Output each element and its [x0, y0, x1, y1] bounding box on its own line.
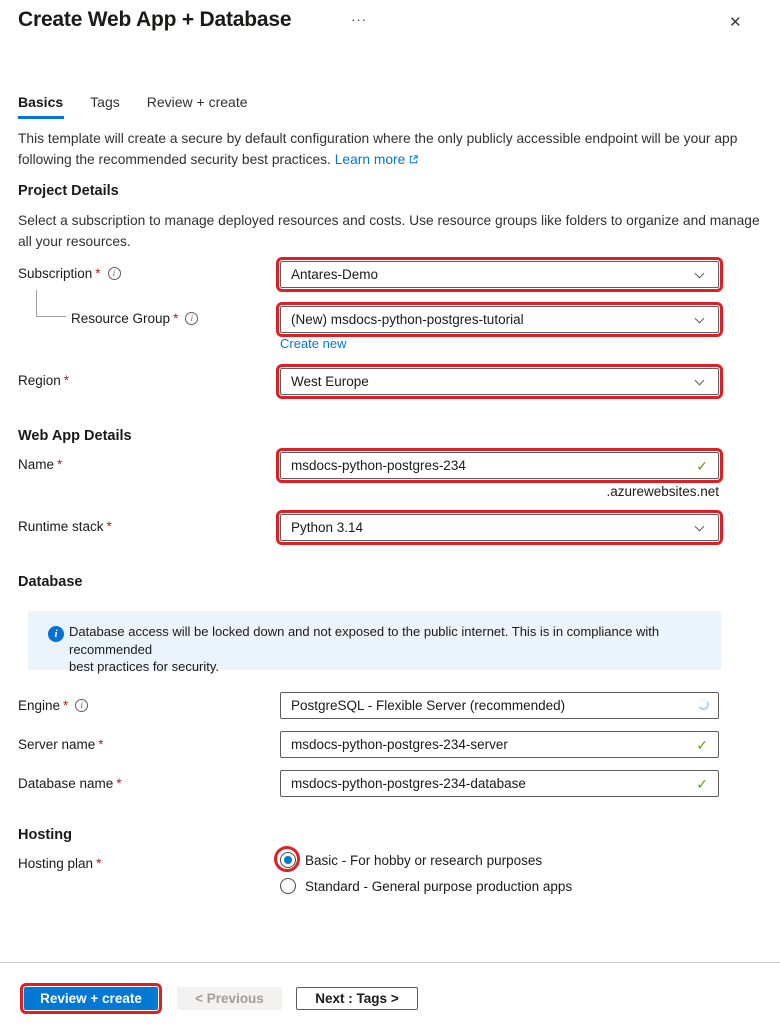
- resource-group-label: Resource Group * i: [71, 311, 198, 326]
- banner-text: [69, 623, 709, 676]
- info-banner-icon: i: [48, 626, 64, 642]
- subscription-value: Antares-Demo: [291, 267, 379, 282]
- indent-connector-line: [36, 290, 66, 317]
- runtime-stack-label: Runtime stack *: [18, 519, 112, 534]
- required-asterisk: *: [116, 776, 122, 791]
- engine-dropdown[interactable]: [280, 692, 719, 719]
- chevron-down-icon: [695, 522, 705, 532]
- next-tags-button[interactable]: Next : Tags >: [296, 987, 418, 1010]
- radio-basic-label: Basic - For hobby or research purposes: [305, 853, 543, 868]
- close-icon[interactable]: ✕: [729, 14, 742, 31]
- radio-selected-dot: [284, 856, 292, 864]
- required-asterisk: *: [95, 266, 101, 281]
- database-name-value: msdocs-python-postgres-234-database: [291, 776, 526, 791]
- resource-group-value: (New) msdocs-python-postgres-tutorial: [291, 312, 524, 327]
- project-desc-line1: Select a subscription to manage deployed resources and costs. Use resource groups like folders to organize and manage: [18, 213, 760, 228]
- subscription-label: Subscription * i: [18, 266, 121, 281]
- hosting-plan-label: Hosting plan *: [18, 856, 102, 871]
- database-info-banner: [28, 611, 721, 674]
- info-icon[interactable]: i: [108, 267, 121, 280]
- name-value: msdocs-python-postgres-234: [291, 458, 466, 473]
- required-asterisk: *: [173, 311, 179, 326]
- radio-standard-label: Standard - General purpose production apps: [305, 879, 573, 894]
- page-title: Create Web App + Database: [18, 8, 292, 31]
- required-asterisk: *: [57, 457, 63, 472]
- valid-check-icon: ✓: [696, 737, 708, 753]
- server-name-input[interactable]: [280, 731, 719, 758]
- wizard-tabs: [18, 94, 248, 110]
- engine-label: Engine * i: [18, 698, 88, 713]
- project-details-description: [18, 210, 770, 252]
- tab-review-create[interactable]: Review + create: [146, 94, 248, 110]
- project-desc-line2: all your resources.: [18, 234, 131, 249]
- chevron-down-icon: [695, 376, 705, 386]
- database-name-input[interactable]: [280, 770, 719, 797]
- required-asterisk: *: [98, 737, 104, 752]
- resource-group-dropdown[interactable]: [280, 306, 719, 333]
- more-options-icon[interactable]: ···: [351, 12, 367, 27]
- region-value: West Europe: [291, 374, 369, 389]
- external-link-icon: [408, 150, 419, 171]
- previous-button[interactable]: < Previous: [177, 987, 282, 1010]
- domain-suffix: .azurewebsites.net: [606, 484, 719, 499]
- create-new-link[interactable]: Create new: [280, 336, 347, 351]
- valid-check-icon: ✓: [696, 458, 708, 474]
- active-tab-underline: [18, 116, 64, 119]
- intro-line1: This template will create a secure by default configuration where the only publicly accessible endpoint will be your app: [18, 131, 738, 146]
- required-asterisk: *: [96, 856, 102, 871]
- database-heading: Database: [18, 574, 83, 590]
- review-create-button[interactable]: Review + create: [24, 987, 158, 1010]
- runtime-stack-value: Python 3.14: [291, 520, 364, 535]
- tab-basics[interactable]: Basics: [18, 94, 64, 110]
- server-name-label: Server name *: [18, 737, 104, 752]
- region-label: Region *: [18, 373, 70, 388]
- learn-more-link[interactable]: Learn more: [334, 152, 406, 167]
- name-label: Name *: [18, 457, 63, 472]
- server-name-value: msdocs-python-postgres-234-server: [291, 737, 508, 752]
- name-input[interactable]: [280, 452, 719, 479]
- info-icon[interactable]: i: [185, 312, 198, 325]
- engine-value: PostgreSQL - Flexible Server (recommended): [291, 698, 566, 713]
- subscription-dropdown[interactable]: [280, 261, 719, 288]
- intro-line2: following the recommended security best practices.: [18, 152, 331, 167]
- required-asterisk: *: [106, 519, 112, 534]
- intro-text: [18, 128, 770, 171]
- chevron-down-icon: [695, 269, 705, 279]
- database-name-label: Database name *: [18, 776, 122, 791]
- runtime-stack-dropdown[interactable]: [280, 514, 719, 541]
- info-icon[interactable]: i: [75, 699, 88, 712]
- project-details-heading: Project Details: [18, 183, 119, 199]
- region-dropdown[interactable]: [280, 368, 719, 395]
- web-app-details-heading: Web App Details: [18, 428, 132, 444]
- tab-tags[interactable]: Tags: [90, 94, 120, 110]
- radio-basic-plan[interactable]: [280, 852, 296, 868]
- chevron-down-icon: [695, 314, 705, 324]
- footer-divider: [0, 962, 780, 963]
- banner-line1: Database access will be locked down and not exposed to the public internet. This is in compliance with recommended: [69, 624, 660, 657]
- required-asterisk: *: [63, 373, 70, 388]
- radio-standard-plan[interactable]: [280, 878, 296, 894]
- loading-spinner-icon: [697, 698, 710, 711]
- required-asterisk: *: [63, 698, 69, 713]
- banner-line2: best practices for security.: [69, 659, 220, 674]
- valid-check-icon: ✓: [696, 776, 708, 792]
- hosting-heading: Hosting: [18, 827, 72, 843]
